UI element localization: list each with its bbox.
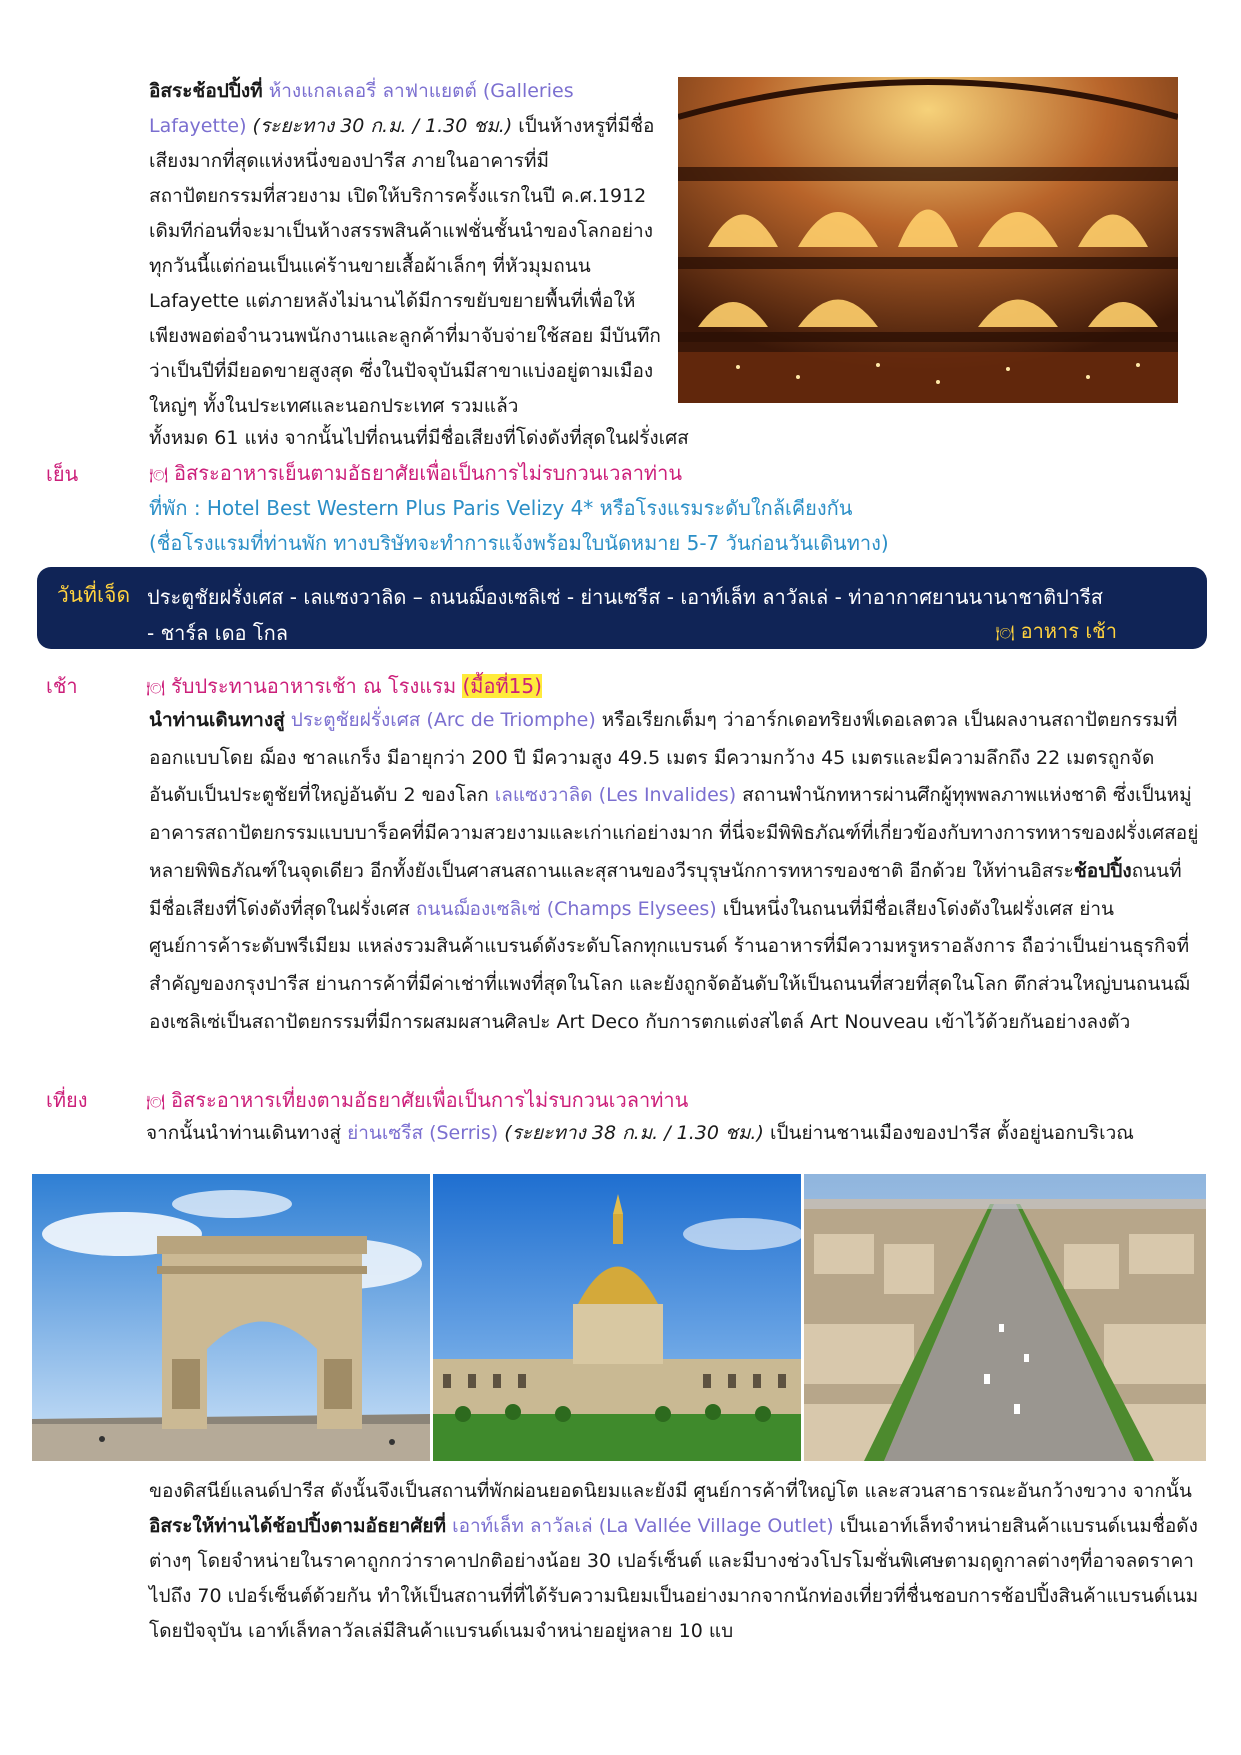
la-vallee-outlet-link[interactable]: เอาท์เล็ท ลาวัลเล่ (La Vallée Village Outlet): [452, 1515, 834, 1537]
arc-de-triomphe-link[interactable]: ประตูชัยฝรั่งเศส (Arc de Triomphe): [290, 709, 596, 731]
noon-lead: จากนั้นนำท่านเดินทางสู่: [146, 1122, 342, 1144]
day-meal-text: อาหาร เช้า: [1020, 619, 1117, 643]
les-invalides-link[interactable]: เลแซงวาลิด (Les Invalides): [494, 784, 737, 807]
shopping-bold: ช้อปปิ้ง: [1073, 859, 1132, 882]
lafayette-paragraph-end: ทั้งหมด 61 แห่ง จากนั้นไปที่ถนนที่มีชื่อเสียงที่โด่งดังที่สุดในฝรั่งเศส: [149, 427, 689, 449]
evening-meal-text: อิสระอาหารเย็นตามอัธยาศัยเพื่อเป็นการไม่รบกวนเวลาท่าน: [174, 461, 683, 485]
day-meal: [996, 615, 1117, 647]
invalides-description: สถานพำนักทหารผ่านศึกผู้ทุพพลภาพแห่งชาติ ซึ่งเป็นหมู่อาคารสถาปัตยกรรมแบบบาร็อคที่มีความสวยงามและเก่าแก่อย่างมาก ที่นี่จะมีพิพิธภัณฑ์ที่เกี่ยวข้องกับทางการทหารของฝรั่งเศสอยู่หลายพิพิธภัณฑ์ในจุดเดียว อีกทั้งยังเป็นศาสนสถานและสุสานของวีรบุรุษนักการทหารของชาติ อีกด้วย ให้ท่านอิสระ: [149, 784, 1199, 882]
evening-meal: [149, 457, 682, 489]
morning-meal: [146, 670, 542, 702]
morning-paragraph: [149, 702, 1199, 1041]
morning-label: เช้า: [46, 674, 78, 698]
lafayette-description: เป็นห้างหรูที่มีชื่อเสียงมากที่สุดแห่งหนึ่งของปารีส ภายในอาคารที่มีสถาปัตยกรรมที่สวยงาม เปิดให้บริการครั้งแรกในปี ค.ศ.1912 เดิมทีก่อนที่จะมาเป็นห้างสรรพสินค้าแฟชั่นชั้นนำของโลกอย่างทุกวันนี้แต่ก่อนเป็นแค่ร้านขายเสื้อผ้าเล็กๆ ที่หัวมุมถนน Lafayette แต่ภายหลังไม่นานได้มีการขยับขยายพื้นที่เพื่อให้เพียงพอต่อจำนวนพนักงานและลูกค้าที่มาจับจ่ายใช้สอย มีบันทึกว่าเป็นปีที่มียอดขายสูงสุด ซึ่งในปัจจุบันมีสาขาแบ่งอยู่ตามเมืองใหญ่ๆ ทั้งในประเทศและนอกประเทศ รวมแล้ว: [149, 115, 661, 417]
bowl-icon: 🍽: [146, 679, 166, 697]
evening-label: เย็น: [46, 462, 79, 486]
serris-continued: ของดิสนีย์แลนด์ปารีส ดังนั้นจึงเป็นสถานที่พักผ่อนยอดนิยมและยังมี ศูนย์การค้าที่ใหญ่โต และสวนสาธารณะอันกว้างขวาง จากนั้น: [149, 1480, 1192, 1502]
morning-lead: นำท่านเดินทางสู่: [149, 709, 285, 731]
champs-elysees-link[interactable]: ถนนฌ็องเซลิเซ่ (Champs Elysees): [415, 897, 717, 920]
day-route-line-2: - ชาร์ล เดอ โกล: [147, 621, 289, 645]
arc-description: หรือเรียกเต็มๆ ว่าอาร์กเดอทริยงฟ์เดอเลตวล เป็นผลงานสถาปัตยกรรมที่ออกแบบโดย ฌ็อง ชาลแกร็ง มีอายุกว่า 200 ปี มีความสูง 49.5 เมตร มีความกว้าง 45 เมตรและมีความลึกถึง 22 เมตรถูกจัดอันดับเป็นประตูชัยที่ใหญ่อันดับ 2 ของโลก: [149, 709, 1178, 807]
day-banner: [37, 567, 1207, 649]
noon-label: เที่ยง: [46, 1088, 88, 1112]
day-route-line-1: ประตูชัยฝรั่งเศส - เลแซงวาลิด – ถนนฌ็องเซลิเซ่ - ย่านเซรีส - เอาท์เล็ท ลาวัลเล่ - ท่าอากาศยานนานาชาติปารีส: [147, 585, 1104, 609]
outlet-description: เป็นเอาท์เล็ทจำหน่ายสินค้าแบรนด์เนมชื่อดังต่างๆ โดยจำหน่ายในราคาถูกกว่าราคาปกติอย่างน้อย 30 เปอร์เซ็นต์ และมีบางช่วงโปรโมชั่นพิเศษตามฤดูกาลต่างๆที่อาจลดราคาไปถึง 70 เปอร์เซ็นต์ด้วยกัน ทำให้เป็นสถานที่ที่ได้รับความนิยมเป็นอย่างมากจากนักท่องเที่ยวที่ชื่นชอบการช้อปปิ้งสินค้าแบรนด์เนม โดยปัจจุบัน เอาท์เล็ทลาวัลเล่มีสินค้าแบรนด์เนมจำหน่ายอยู่หลาย 10 แบ: [149, 1515, 1199, 1642]
lafayette-link[interactable]: ห้างแกลเลอรี่ ลาฟาแยตต์ (Galleries Lafayette): [149, 80, 574, 137]
noon-travel-line: [146, 1118, 1134, 1148]
champs-elysees-photo: [804, 1174, 1206, 1461]
bowl-icon: 🍽: [995, 624, 1015, 642]
bowl-icon: 🍽: [149, 466, 169, 484]
shopping-street-text: ถนนที่มีชื่อเสียงที่โด่งดังที่สุดในฝรั่งเศส: [149, 859, 1182, 920]
serris-link[interactable]: ย่านเซรีส (Serris): [347, 1122, 499, 1144]
serris-distance: (ระยะทาง 38 ก.ม. / 1.30 ชม.): [504, 1122, 764, 1144]
lafayette-distance: (ระยะทาง 30 ก.ม. / 1.30 ชม.): [252, 115, 513, 137]
arc-de-triomphe-photo: [32, 1174, 430, 1461]
serris-description: เป็นย่านชานเมืองของปารีส ตั้งอยู่นอกบริเวณ: [769, 1122, 1134, 1144]
shopping-lead: อิสระช้อปปิ้งที่: [149, 80, 263, 102]
meal-number-badge: (มื้อที่15): [462, 674, 542, 698]
noon-meal-text: อิสระอาหารเที่ยงตามอัธยาศัยเพื่อเป็นการไม่รบกวนเวลาท่าน: [171, 1088, 689, 1112]
day-number: วันที่เจ็ด: [57, 583, 131, 607]
bowl-icon: 🍽: [146, 1093, 166, 1111]
noon-meal: [146, 1084, 688, 1116]
morning-meal-text: รับประทานอาหารเช้า ณ โรงแรม: [171, 674, 457, 698]
les-invalides-photo: [433, 1174, 801, 1461]
outlet-paragraph: [149, 1474, 1199, 1649]
outlet-lead-bold: อิสระให้ท่านได้ช้อปปิ้งตามอัธยาศัยที่: [149, 1515, 447, 1537]
hotel-line: ที่พัก : Hotel Best Western Plus Paris Velizy 4* หรือโรงแรมระดับใกล้เคียงกัน: [149, 496, 853, 520]
lafayette-paragraph: [149, 74, 662, 424]
hotel-note: (ชื่อโรงแรมที่ท่านพัก ทางบริษัทจะทำการแจ้งพร้อมใบนัดหมาย 5-7 วันก่อนวันเดินทาง): [149, 531, 889, 555]
champs-description: เป็นหนึ่งในถนนที่มีชื่อเสียงโด่งดังในฝรั่งเศส ย่านศูนย์การค้าระดับพรีเมียม แหล่งรวมสินค้าแบรนด์ดังระดับโลกทุกแบรนด์ ร้านอาหารที่มีความหรูหราอลังการ ถือว่าเป็นย่านธุรกิจที่สำคัญของกรุงปารีส ย่านการค้าที่มีค่าเช่าที่แพงที่สุดในโลก และยังถูกจัดอันดับให้เป็นถนนที่สวยที่สุดในโลก ตึกส่วนใหญ่บนถนนฌ็องเซลิเซ่เป็นสถาปัตยกรรมที่มีการผสมผสานศิลปะ Art Deco กับการตกแต่งสไตล์ Art Nouveau เข้าไว้ด้วยกันอย่างลงตัว: [149, 897, 1190, 1033]
galeries-lafayette-photo: [678, 77, 1178, 403]
